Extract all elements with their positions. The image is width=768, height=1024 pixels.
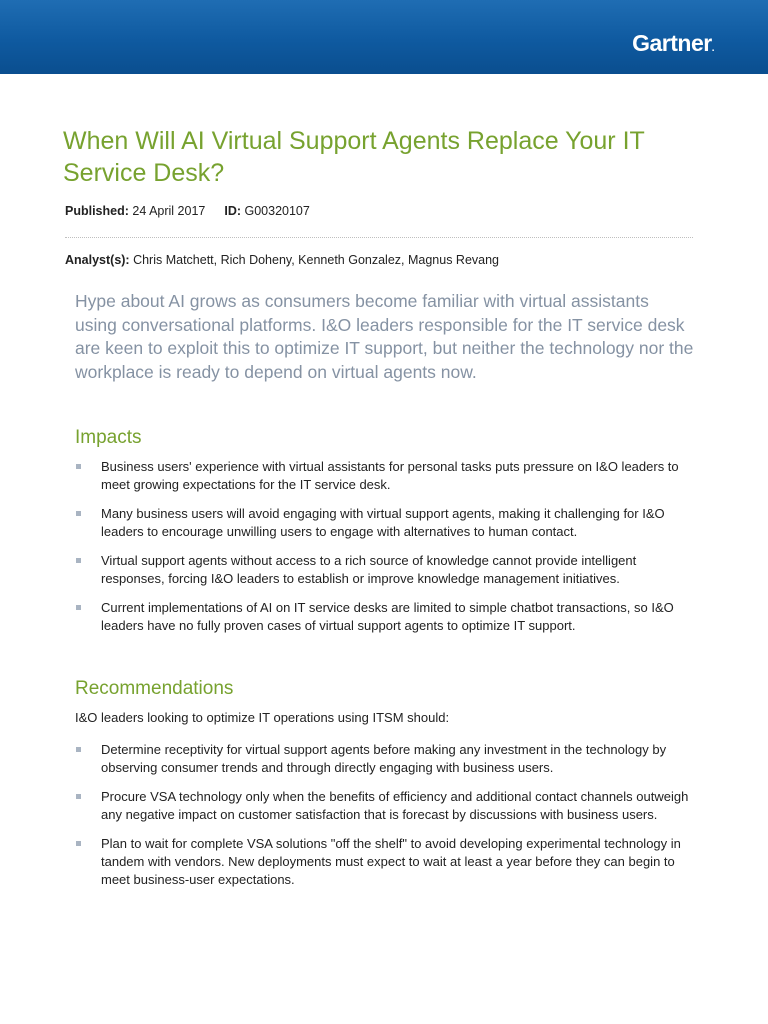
bullet-square-icon (76, 747, 81, 752)
document-id: G00320107 (244, 204, 310, 218)
list-item: Plan to wait for complete VSA solutions "off the shelf" to avoid developing experimental technology in tandem with vendors. New deployments must expect to wait at least a year before they can begin to meet business-user expectations. (75, 835, 695, 889)
list-item: Many business users will avoid engaging with virtual support agents, making it challenging for I&O leaders to encourage unwilling users to engage with alternatives to human contact. (75, 505, 695, 541)
analysts-names: Chris Matchett, Rich Doheny, Kenneth Gonzalez, Magnus Revang (133, 253, 500, 267)
analysts-line (65, 253, 499, 267)
publication-meta (65, 204, 310, 218)
bullet-square-icon (76, 464, 81, 469)
list-item: Virtual support agents without access to a rich source of knowledge cannot provide intelligent responses, forcing I&O leaders to establish or improve knowledge management initiatives. (75, 552, 695, 588)
list-item: Business users' experience with virtual assistants for personal tasks puts pressure on I&O leaders to meet growing expectations for the IT service desk. (75, 458, 695, 494)
bullet-square-icon (76, 605, 81, 610)
divider (65, 237, 693, 238)
list-item: Determine receptivity for virtual support agents before making any investment in the technology by observing consumer trends and through directly engaging with business users. (75, 741, 695, 777)
list-item: Current implementations of AI on IT service desks are limited to simple chatbot transactions, so I&O leaders have no fully proven cases of virtual support agents to optimize IT support. (75, 599, 695, 635)
gartner-logo: Gartner. (632, 30, 714, 56)
impacts-heading: Impacts (75, 427, 142, 448)
analysts-label: Analyst(s): (65, 253, 130, 267)
bullet-square-icon (76, 558, 81, 563)
bullet-square-icon (76, 841, 81, 846)
summary: Hype about AI grows as consumers become familiar with virtual assistants using conversational platforms. I&O leaders responsible for the IT service desk are keen to exploit this to optimize IT support, but neither the technology nor the workplace is ready to depend on virtual agents now. (75, 291, 694, 382)
list-item: Procure VSA technology only when the benefits of efficiency and additional contact channels outweigh any negative impact on customer satisfaction that is forecast by discussions with business users. (75, 788, 695, 824)
published-date: 24 April 2017 (132, 204, 206, 218)
published-label: Published: (65, 204, 129, 218)
bullet-square-icon (76, 794, 81, 799)
header-band (0, 0, 768, 74)
bullet-square-icon (76, 511, 81, 516)
recommendations-intro: I&O leaders looking to optimize IT operations using ITSM should: (75, 710, 450, 725)
document-title: When Will AI Virtual Support Agents Replace Your IT Service Desk? (63, 127, 645, 187)
recommendations-list (75, 741, 695, 889)
id-label: ID: (224, 204, 242, 218)
recommendations-heading: Recommendations (75, 678, 234, 699)
impacts-list (75, 458, 695, 635)
